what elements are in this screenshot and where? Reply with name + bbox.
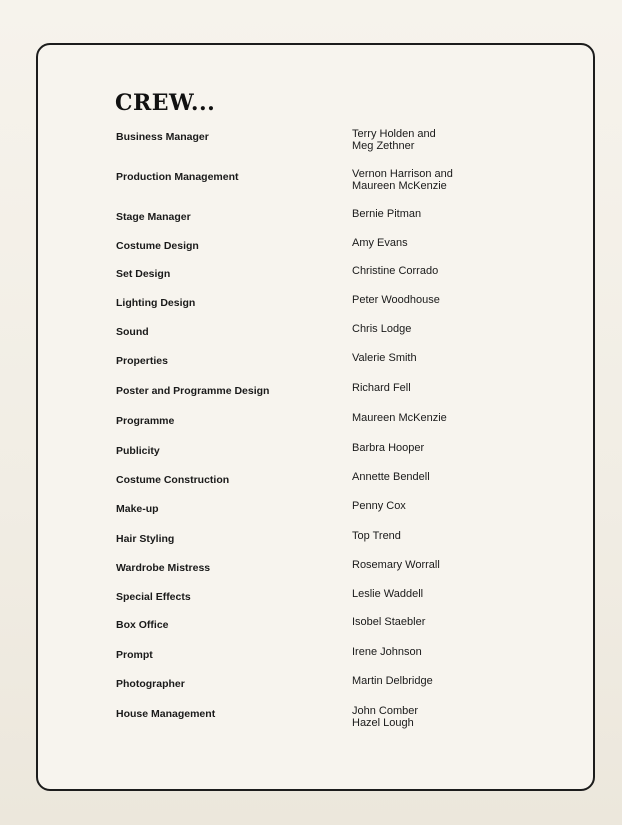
crew-row: [0, 239, 622, 265]
crew-row: [0, 267, 622, 293]
crew-role: Sound: [116, 326, 149, 338]
crew-row: [0, 130, 622, 156]
crew-role: Properties: [116, 355, 168, 367]
crew-person: Top Trend: [352, 530, 401, 542]
crew-role: Production Management: [116, 171, 239, 183]
crew-row: [0, 414, 622, 440]
crew-role: Special Effects: [116, 591, 191, 603]
crew-row: [0, 210, 622, 236]
crew-role: Business Manager: [116, 131, 209, 143]
crew-role: Box Office: [116, 619, 169, 631]
crew-row: [0, 384, 622, 410]
crew-row: [0, 502, 622, 528]
crew-person: Barbra Hooper: [352, 442, 425, 454]
crew-person: Rosemary Worrall: [352, 559, 440, 571]
crew-row: [0, 590, 622, 616]
crew-row: [0, 707, 622, 733]
crew-role: Set Design: [116, 268, 171, 280]
crew-person: Bernie Pitman: [352, 208, 422, 220]
crew-row: [0, 354, 622, 380]
crew-role: Lighting Design: [116, 297, 196, 309]
crew-row: [0, 648, 622, 674]
crew-role: Stage Manager: [116, 211, 191, 223]
crew-role: Poster and Programme Design: [116, 385, 270, 397]
crew-row: [0, 677, 622, 703]
crew-role: Prompt: [116, 649, 153, 661]
crew-row: [0, 473, 622, 499]
crew-role: Hair Styling: [116, 533, 175, 545]
page-title: CREW...: [115, 90, 216, 116]
crew-role: Programme: [116, 415, 175, 427]
crew-row: [0, 444, 622, 470]
crew-row: [0, 296, 622, 322]
crew-person: Christine Corrado: [352, 265, 439, 277]
crew-person: Isobel Staebler: [352, 616, 426, 628]
crew-row: [0, 618, 622, 644]
crew-person: Amy Evans: [352, 237, 408, 249]
crew-person: Richard Fell: [352, 382, 411, 394]
crew-person: Maureen McKenzie: [352, 412, 447, 424]
crew-row: [0, 532, 622, 558]
crew-role: Make-up: [116, 503, 159, 515]
crew-person: John Comber Hazel Lough: [352, 705, 419, 729]
crew-person: Martin Delbridge: [352, 675, 433, 687]
crew-row: [0, 325, 622, 351]
crew-row: [0, 561, 622, 587]
crew-row: [0, 170, 622, 196]
crew-person: Peter Woodhouse: [352, 294, 440, 306]
crew-person: Annette Bendell: [352, 471, 430, 483]
crew-role: Publicity: [116, 445, 160, 457]
crew-person: Vernon Harrison and Maureen McKenzie: [352, 168, 453, 192]
crew-role: House Management: [116, 708, 216, 720]
crew-role: Photographer: [116, 678, 185, 690]
crew-role: Wardrobe Mistress: [116, 562, 211, 574]
crew-person: Irene Johnson: [352, 646, 422, 658]
crew-person: Chris Lodge: [352, 323, 412, 335]
crew-person: Penny Cox: [352, 500, 406, 512]
crew-person: Leslie Waddell: [352, 588, 424, 600]
crew-person: Terry Holden and Meg Zethner: [352, 128, 436, 152]
crew-role: Costume Design: [116, 240, 199, 252]
crew-person: Valerie Smith: [352, 352, 417, 364]
crew-role: Costume Construction: [116, 474, 230, 486]
